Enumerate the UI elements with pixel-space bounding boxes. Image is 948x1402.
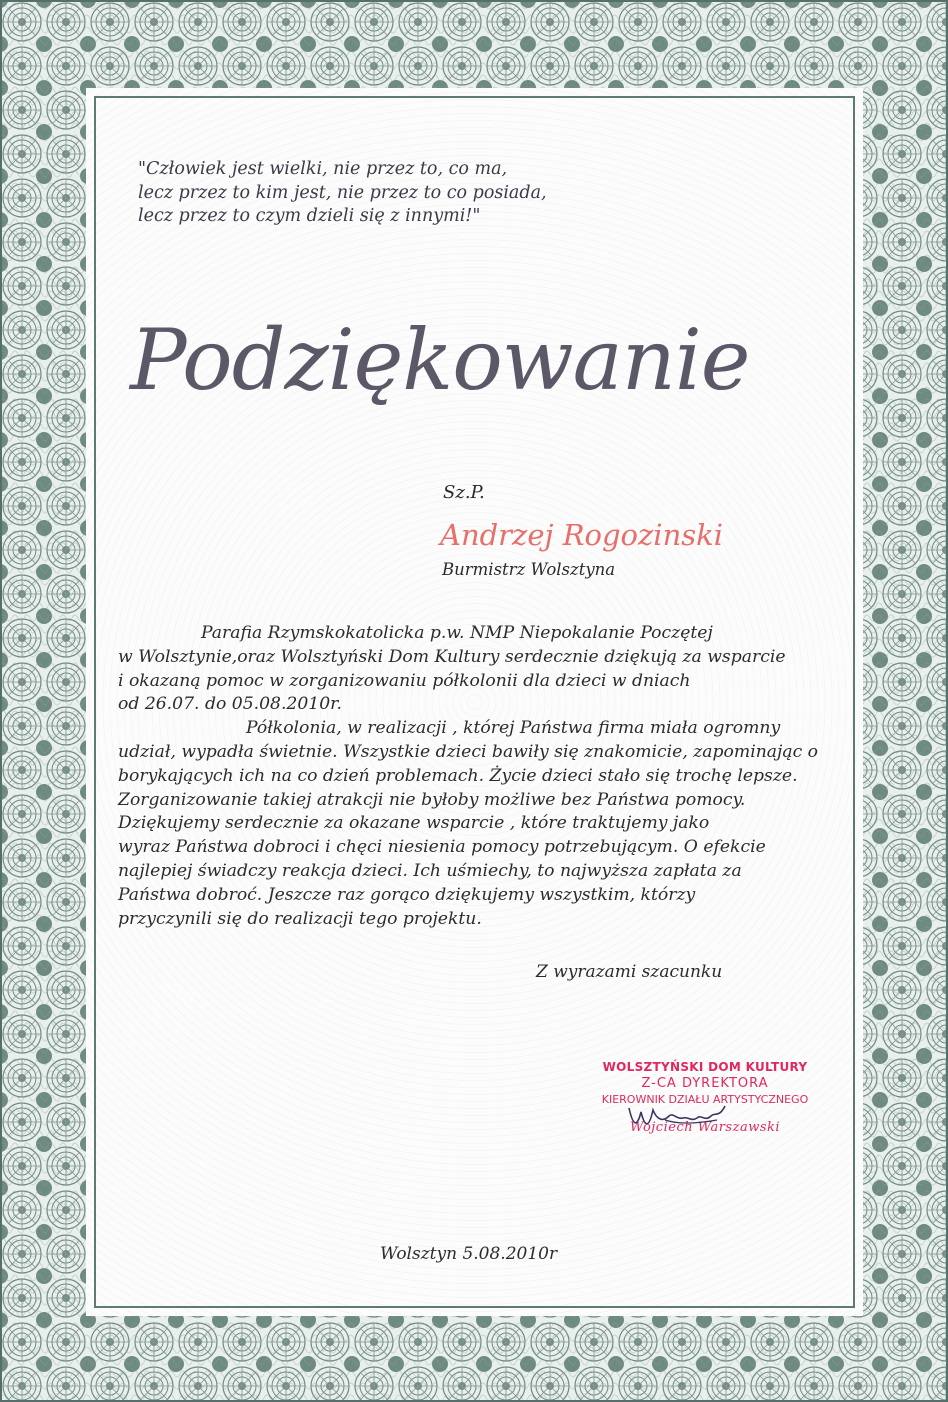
body-line: w Wolsztynie,oraz Wolsztyński Dom Kultury serdecznie dziękują za wsparcie bbox=[118, 646, 786, 667]
body-line: Parafia Rzymskokatolicka p.w. NMP Niepokalanie Poczętej bbox=[201, 623, 713, 643]
quote-block bbox=[138, 158, 658, 229]
body-line: przyczynili się do realizacji tego projektu. bbox=[118, 908, 482, 929]
salutation: Sz.P. bbox=[443, 482, 485, 503]
quote-line: lecz przez to kim jest, nie przez to co posiada, bbox=[138, 182, 547, 203]
place-and-date: Wolsztyn 5.08.2010r bbox=[380, 1244, 558, 1264]
closing-regards: Z wyrazami szacunku bbox=[536, 962, 723, 982]
quote-line: lecz przez to czym dzieli się z innymi!" bbox=[138, 206, 481, 226]
recipient-role: Burmistrz Wolsztyna bbox=[442, 560, 616, 579]
body-line: udział, wypadła świetnie. Wszystkie dzieci bawiły się znakomicie, zapominając o bbox=[118, 741, 819, 762]
body-line: wyraz Państwa dobroci i chęci niesienia pomocy potrzebującym. O efekcie bbox=[118, 837, 766, 858]
recipient-name: Andrzej Rogozinski bbox=[440, 518, 723, 552]
certificate-title: Podziękowanie bbox=[130, 311, 750, 409]
body-line: Dziękujemy serdecznie za okazane wsparcie , które traktujemy jako bbox=[118, 813, 710, 834]
body-text bbox=[118, 622, 848, 931]
stamp-line: WOLSZTYŃSKI DOM KULTURY bbox=[602, 1060, 808, 1074]
body-line: i okazaną pomoc w zorganizowaniu półkolonii dla dzieci w dniach bbox=[118, 670, 691, 691]
body-line: borykających ich na co dzień problemach. Życie dzieci stało się trochę lepsze. bbox=[118, 765, 798, 786]
body-line: Państwa dobroć. Jeszcze raz gorąco dziękujemy wszystkim, którzy bbox=[118, 884, 696, 905]
stamp-line: Wojciech Warszawski bbox=[629, 1120, 781, 1135]
body-line: od 26.07. do 05.08.2010r. bbox=[118, 694, 342, 715]
handwritten-signature-icon bbox=[625, 1098, 735, 1138]
body-line: najlepiej świadczy reakcja dzieci. Ich uśmiechy, to najwyższa zapłata za bbox=[118, 860, 742, 881]
stamp-line: Z-CA DYREKTORA bbox=[641, 1076, 769, 1091]
body-line: Zorganizowanie takiej atrakcji nie byłoby możliwe bez Państwa pomocy. bbox=[118, 789, 746, 810]
quote-line: "Człowiek jest wielki, nie przez to, co ma, bbox=[138, 159, 508, 179]
body-line: Półkolonia, w realizacji , której Państwa firma miała ogromny bbox=[246, 718, 781, 739]
stamp-line: KIEROWNIK DZIAŁU ARTYSTYCZNEGO bbox=[601, 1093, 809, 1106]
